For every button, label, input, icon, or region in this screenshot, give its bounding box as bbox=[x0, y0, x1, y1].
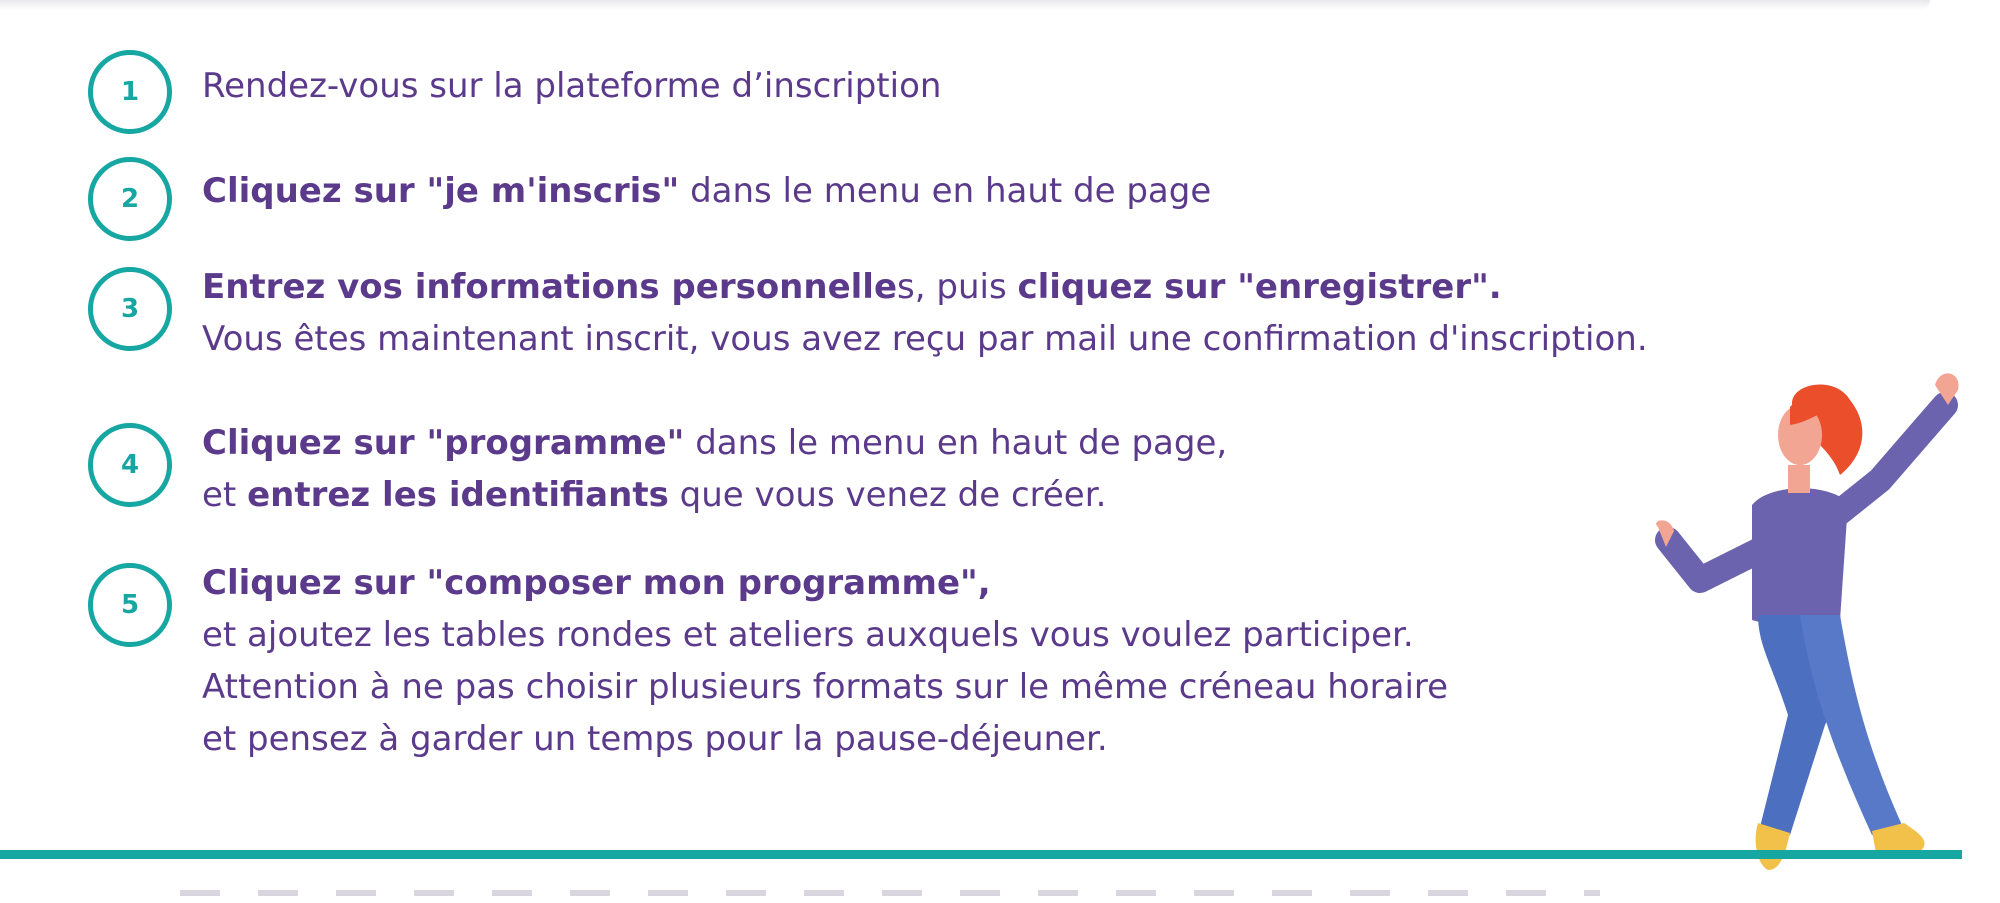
step-line: et entrez les identifiants que vous venez de créer. bbox=[202, 475, 1107, 515]
step-line: Cliquez sur "je m'inscris" dans le menu en haut de page bbox=[202, 171, 1212, 211]
walking-woman-illustration bbox=[1640, 365, 1970, 903]
sweater bbox=[1752, 488, 1848, 625]
step-number-badge: 4 bbox=[88, 423, 172, 507]
step-text bbox=[202, 60, 941, 112]
step-line: Attention à ne pas choisir plusieurs formats sur le même créneau horaire bbox=[202, 667, 1449, 707]
step-line: Entrez vos informations personnelles, puis cliquez sur "enregistrer". bbox=[202, 267, 1502, 307]
step-text bbox=[202, 557, 1448, 765]
step-text bbox=[202, 417, 1227, 521]
step-line: et pensez à garder un temps pour la pause-déjeuner. bbox=[202, 719, 1108, 759]
cropped-text-row bbox=[180, 890, 1600, 896]
arm-left bbox=[1668, 540, 1760, 580]
step-line: et ajoutez les tables rondes et ateliers auxquels vous voulez participer. bbox=[202, 615, 1414, 655]
step-line: Cliquez sur "composer mon programme", bbox=[202, 563, 991, 603]
step-number-badge: 1 bbox=[88, 50, 172, 134]
neck bbox=[1788, 465, 1810, 493]
step-line: Rendez-vous sur la plateforme d’inscription bbox=[202, 66, 942, 106]
top-edge-shadow bbox=[0, 0, 1930, 10]
step-number-badge: 3 bbox=[88, 267, 172, 351]
step-text bbox=[202, 261, 1648, 365]
step-line: Cliquez sur "programme" dans le menu en haut de page, bbox=[202, 423, 1228, 463]
step-number-badge: 5 bbox=[88, 563, 172, 647]
step-line: Vous êtes maintenant inscrit, vous avez reçu par mail une confirmation d'inscription. bbox=[202, 319, 1648, 359]
step-number-badge: 2 bbox=[88, 157, 172, 241]
step-text bbox=[202, 165, 1211, 217]
teal-divider bbox=[0, 850, 1962, 859]
